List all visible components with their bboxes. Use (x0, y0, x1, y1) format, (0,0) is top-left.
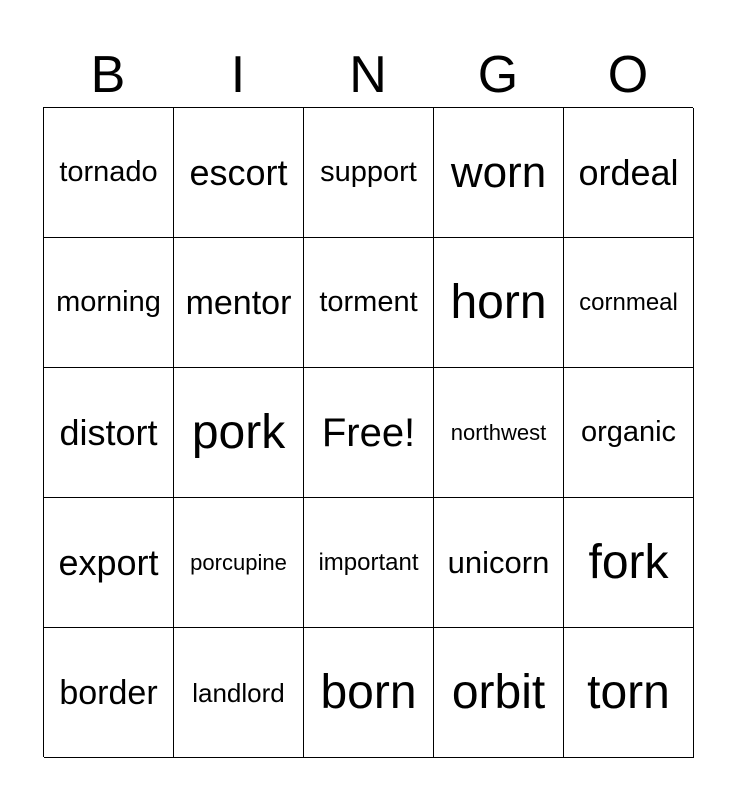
bingo-cell[interactable]: northwest (434, 368, 564, 498)
bingo-cell[interactable]: important (304, 498, 434, 628)
bingo-cell[interactable]: cornmeal (564, 238, 694, 368)
bingo-cell[interactable]: tornado (44, 108, 174, 238)
bingo-cell[interactable]: border (44, 628, 174, 758)
bingo-header (43, 44, 693, 106)
bingo-cell[interactable]: horn (434, 238, 564, 368)
free-space[interactable]: Free! (304, 368, 434, 498)
bingo-cell[interactable]: morning (44, 238, 174, 368)
header-letter-n: N (349, 46, 387, 104)
bingo-cell[interactable]: support (304, 108, 434, 238)
bingo-cell[interactable]: organic (564, 368, 694, 498)
header-letter-b: B (90, 46, 126, 104)
bingo-cell[interactable]: distort (44, 368, 174, 498)
header-letter-g: G (477, 46, 519, 104)
bingo-cell[interactable]: unicorn (434, 498, 564, 628)
bingo-cell[interactable]: pork (174, 368, 304, 498)
header-letter-o: O (607, 46, 649, 104)
bingo-cell[interactable]: orbit (434, 628, 564, 758)
bingo-cell[interactable]: torment (304, 238, 434, 368)
bingo-cell[interactable]: escort (174, 108, 304, 238)
bingo-cell[interactable]: born (304, 628, 434, 758)
bingo-cell[interactable]: torn (564, 628, 694, 758)
bingo-cell[interactable]: landlord (174, 628, 304, 758)
bingo-cell[interactable]: worn (434, 108, 564, 238)
bingo-cell[interactable]: fork (564, 498, 694, 628)
bingo-board (43, 107, 693, 757)
bingo-cell[interactable]: ordeal (564, 108, 694, 238)
bingo-cell[interactable]: mentor (174, 238, 304, 368)
bingo-cell[interactable]: export (44, 498, 174, 628)
header-letter-i: I (230, 46, 246, 104)
bingo-cell[interactable]: porcupine (174, 498, 304, 628)
